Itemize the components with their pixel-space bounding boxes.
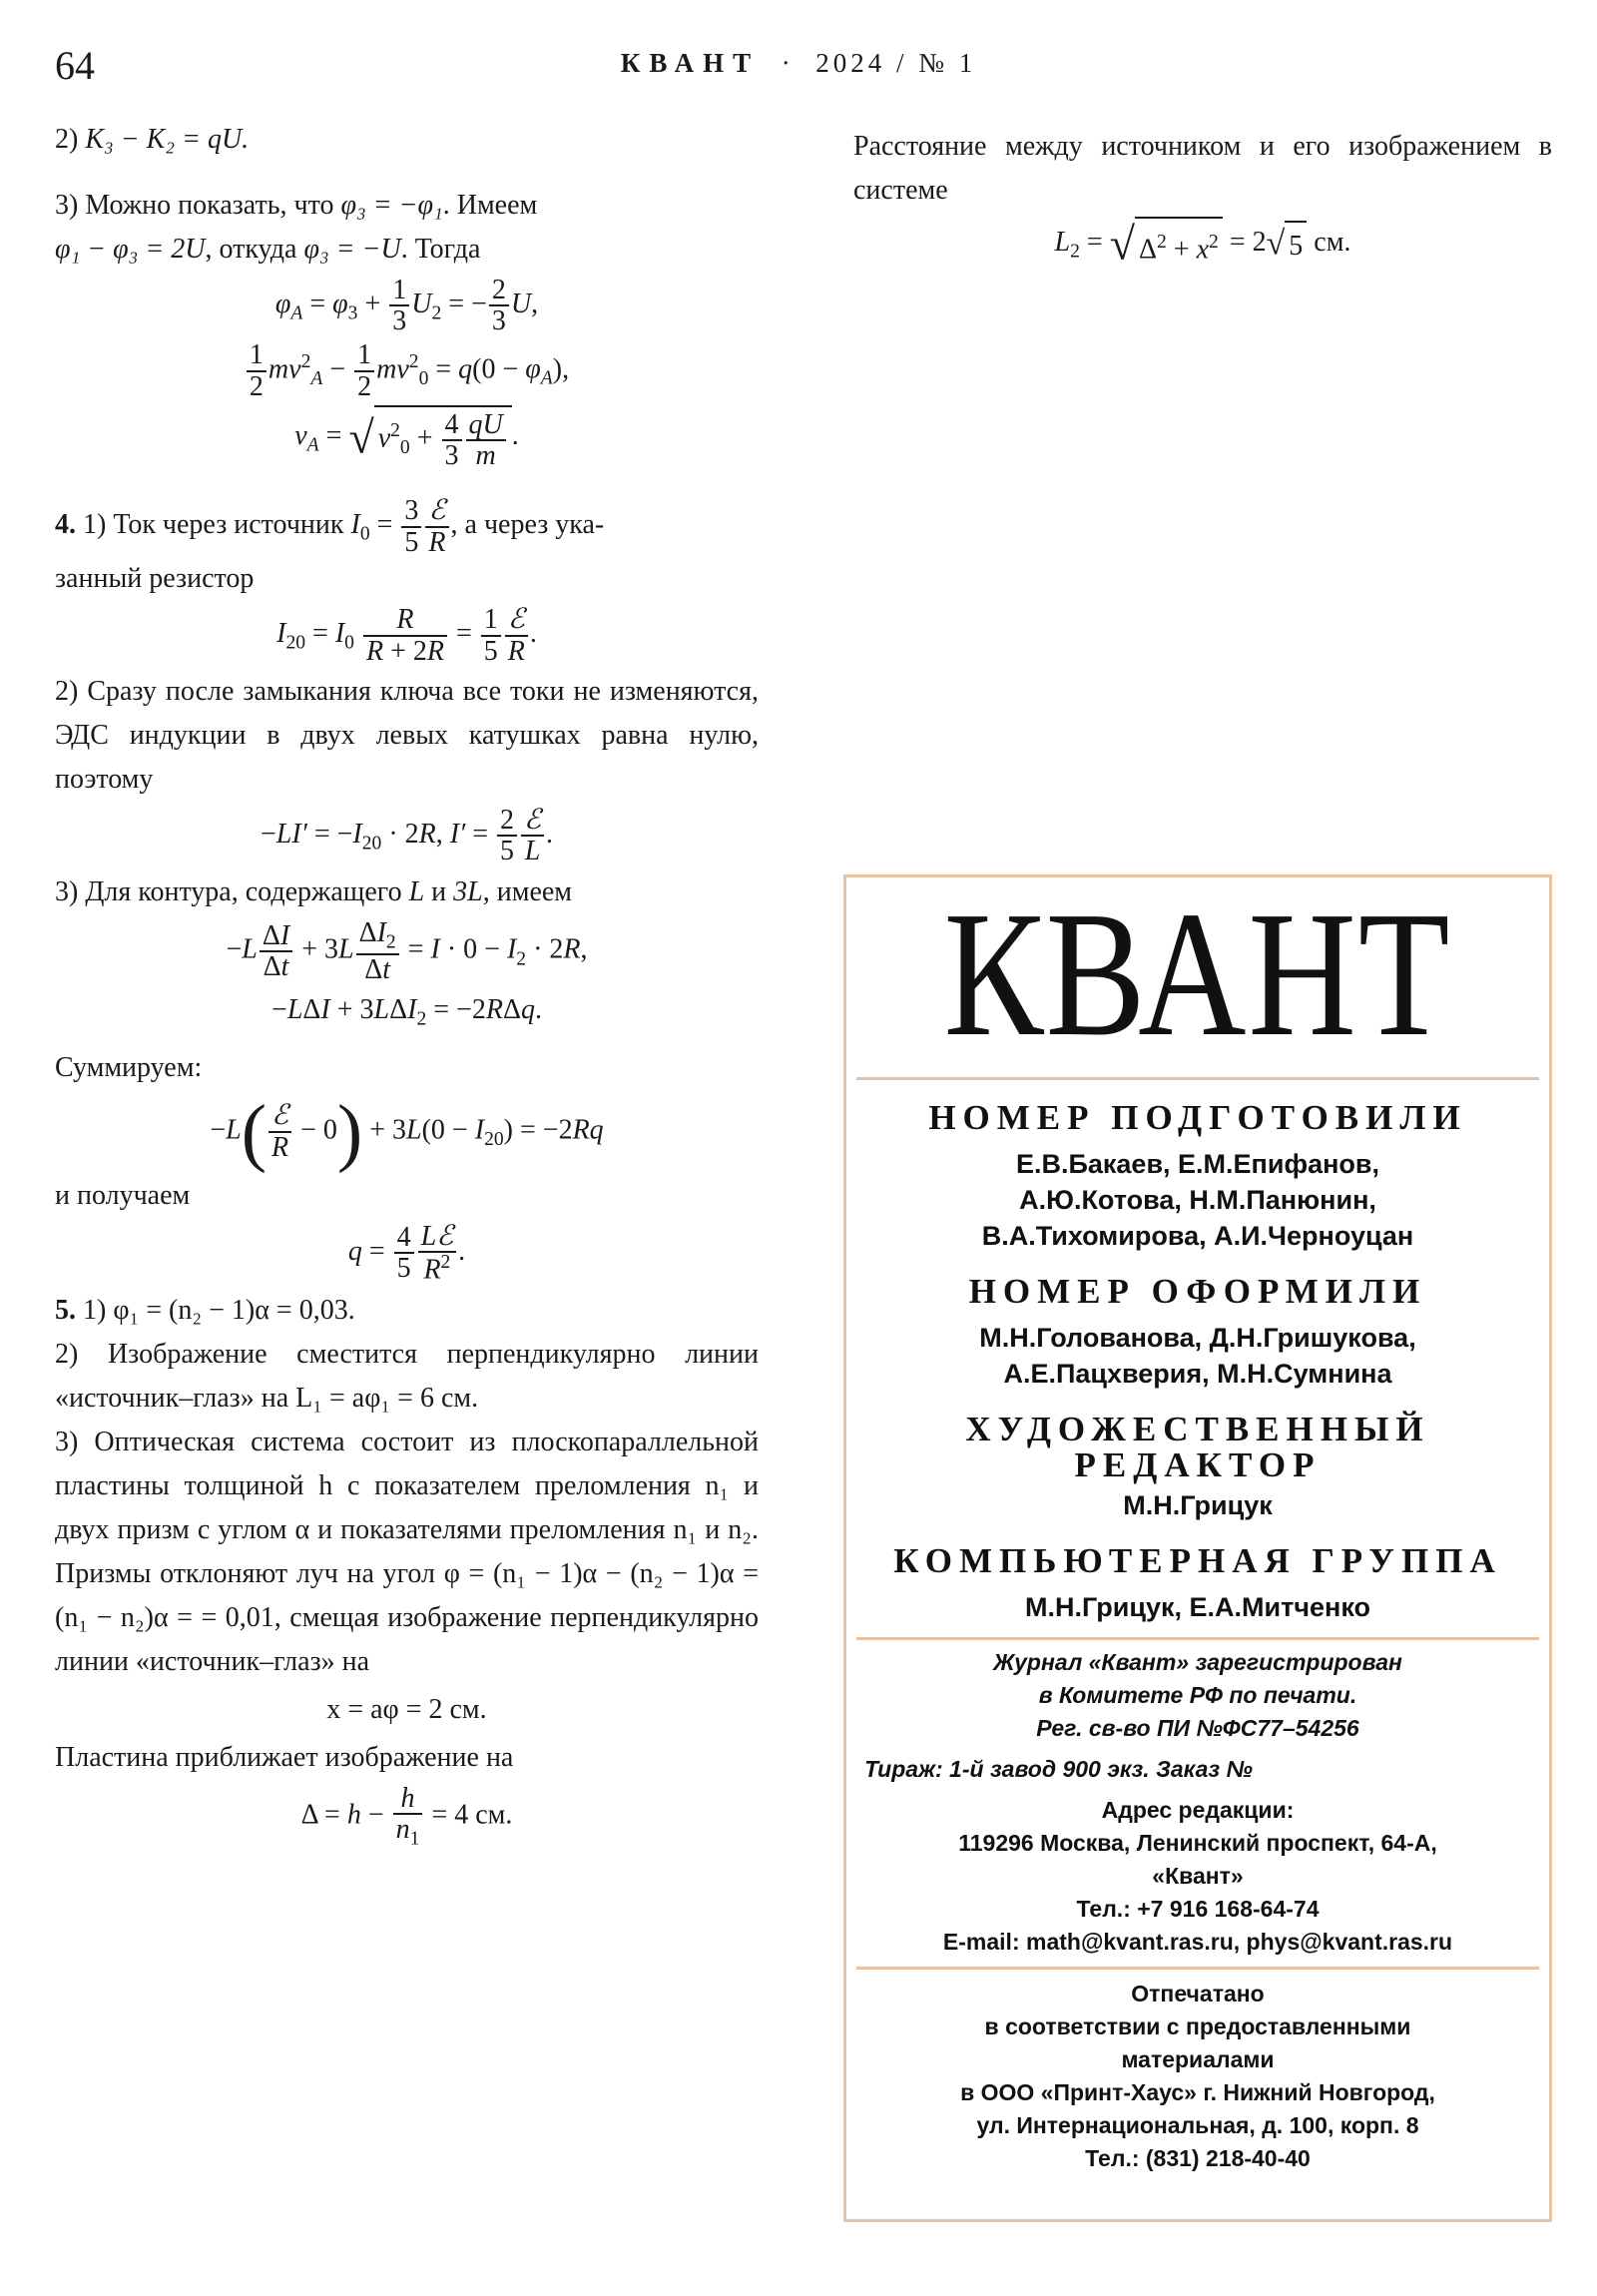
address-info: 119296 Москва, Ленинский проспект, 64-А, «Квант» bbox=[958, 1830, 1437, 1889]
solution-3-2: 2) K₃ − K₂ = qU. bbox=[55, 124, 250, 155]
eq-phi-a: $\varphi_A = \varphi_3$ + $\frac{1}{3}$ $U_2$ = − $\frac{2}{3}$ U, bbox=[274, 275, 539, 337]
email-info: E-mail: math@kvant.ras.ru, phys@kvant.ras.ru bbox=[942, 1929, 1453, 1955]
eq-x: x = aφ = 2 см. bbox=[326, 1693, 487, 1725]
page-header bbox=[0, 0, 1597, 120]
eq-circuit: −L $\frac{\Delta I}{\Delta t}$ + 3L $\frac{\Delta I_2}{\Delta t}$ = $I \cdot 0 - I_2 \cdot 2R$, bbox=[226, 916, 588, 985]
magazine-name: КВАНТ bbox=[620, 48, 761, 78]
phone-info: Тел.: +7 916 168-64-74 bbox=[1076, 1896, 1320, 1922]
right-column bbox=[853, 125, 1552, 279]
title-separator: · bbox=[781, 48, 795, 78]
divider bbox=[856, 1637, 1539, 1640]
credits-box bbox=[843, 874, 1552, 2222]
circulation-info: Тираж: 1-й завод 900 экз. Заказ № bbox=[864, 1756, 1253, 1782]
eq-circuit-delta: $-L\Delta I + 3L\Delta I_2 = -2R\Delta q$. bbox=[271, 994, 542, 1030]
eq-velocity: $v_A$ = √ $v^2_0$ + $\frac{4}{3}$ $\frac{qU}{m}$ . bbox=[55, 405, 759, 470]
issue-number: 2024 / № 1 bbox=[815, 48, 977, 78]
prepared-heading: НОМЕР ПОДГОТОВИЛИ bbox=[928, 1098, 1467, 1137]
eq-delta: Δ = h − $\frac{h}{n_1}$ = 4 см. bbox=[300, 1782, 513, 1850]
art-editor-name: М.Н.Грицук bbox=[1123, 1490, 1273, 1520]
running-title bbox=[0, 48, 1597, 79]
problem-5-part3: 3) Оптическая система состоит из плоскопараллельной пластины толщиной h с показателем преломления n₁ и двух призм с углом α и показателями преломления n₁ и n₂. Призмы отклоняют луч на угол φ = (n₁ − 1)α − (n₂ − 1)α = (n₁ − n₂)α = = 0,01, смещая изображение перпендикулярно линии «источник–глаз» на bbox=[55, 1426, 759, 1677]
problem-4-intro: 4. 1) Ток через источник $I_0$ = $\frac{3}{5}$ $\frac{\text{ℰ}}{R}$ , а через ука- занный резистор bbox=[55, 495, 605, 595]
solution-3-3: 3) Можно показать, что φ₃ = −φ₁. Имеем φ₁ − φ₃ = 2U, откуда φ₃ = −U. Тогда bbox=[55, 190, 538, 265]
eq-i20: $I_{20} = I_0$ $\frac{R}{R + 2R}$ = $\frac{1}{5}$ $\frac{\text{ℰ}}{R}$ . bbox=[276, 604, 537, 667]
receive-label: и получаем bbox=[55, 1179, 191, 1211]
sum-label: Суммируем: bbox=[55, 1051, 203, 1083]
problem-4-part3: 3) Для контура, содержащего L и 3L, имеем bbox=[55, 875, 573, 907]
designed-heading: НОМЕР ОФОРМИЛИ bbox=[968, 1272, 1427, 1311]
computer-group-names: М.Н.Грицук, Е.А.Митченко bbox=[1025, 1592, 1370, 1622]
plate-label: Пластина приближает изображение на bbox=[55, 1741, 514, 1773]
eq-energy: $\frac{1}{2}$ $mv^2_A$ − $\frac{1}{2}$ $mv^2_0 = q(0 - \varphi_A)$, bbox=[55, 340, 759, 401]
eq-induction: $-LI' = -I_{20} \cdot 2R$, I′ = $\frac{2}{5}$ $\frac{\text{ℰ}}{L}$ . bbox=[261, 804, 553, 867]
eq-l2: $L_2$ = √ $\Delta^2 + x^2 = 2√$ 5 см. bbox=[853, 217, 1552, 275]
problem-5-part2: 2) Изображение сместится перпендикулярно линии «источник–глаз» на L₁ = aφ₁ = 6 см. bbox=[55, 1338, 759, 1414]
eq-sum: −L( $\frac{\text{ℰ}}{R}$ − $0) + 3L(0 - I_{20}) = -2Rq$ bbox=[210, 1089, 604, 1174]
left-column bbox=[55, 118, 759, 1855]
computer-group-heading: КОМПЬЮТЕРНАЯ ГРУППА bbox=[893, 1541, 1502, 1580]
printing-info: Отпечатано в соответствии с предоставленными материалами в ООО «Принт-Хаус» г. Нижний Новгород, ул. Интернациональная, д. 100, корп. 8 Тел.: (831) 218-40-40 bbox=[960, 1981, 1435, 2171]
divider bbox=[856, 1967, 1539, 1970]
registration-info: Журнал «Квант» зарегистрирован в Комитете РФ по печати. Рег. св-во ПИ №ФС77–54256 bbox=[993, 1649, 1402, 1741]
problem-5-part1: 5. 1) φ₁ = (n₂ − 1)α = 0,03. bbox=[55, 1294, 355, 1326]
address-heading: Адрес редакции: bbox=[1101, 1797, 1295, 1823]
page-number: 64 bbox=[55, 43, 95, 88]
art-editor-heading: ХУДОЖЕСТВЕННЫЙ РЕДАКТОР bbox=[965, 1410, 1430, 1484]
prepared-names: Е.В.Бакаев, Е.М.Епифанов, А.Ю.Котова, Н.М.Панюнин, В.А.Тихомирова, А.И.Черноуцан bbox=[981, 1149, 1414, 1251]
problem-4-part2: 2) Сразу после замыкания ключа все токи не изменяются, ЭДС индукции в двух левых катушках равна нулю, поэтому bbox=[55, 675, 759, 795]
designed-names: М.Н.Голованова, Д.Н.Гришукова, А.Е.Пацхверия, М.Н.Сумнина bbox=[979, 1323, 1416, 1389]
kvant-logo: КВАНТ bbox=[943, 874, 1452, 1074]
distance-paragraph: Расстояние между источником и его изображением в системе bbox=[853, 131, 1552, 206]
divider bbox=[856, 1077, 1539, 1080]
eq-charge: q = $\frac{4}{5}$ $\frac{\text{Lℰ}}{R^2}$ . bbox=[347, 1220, 466, 1286]
